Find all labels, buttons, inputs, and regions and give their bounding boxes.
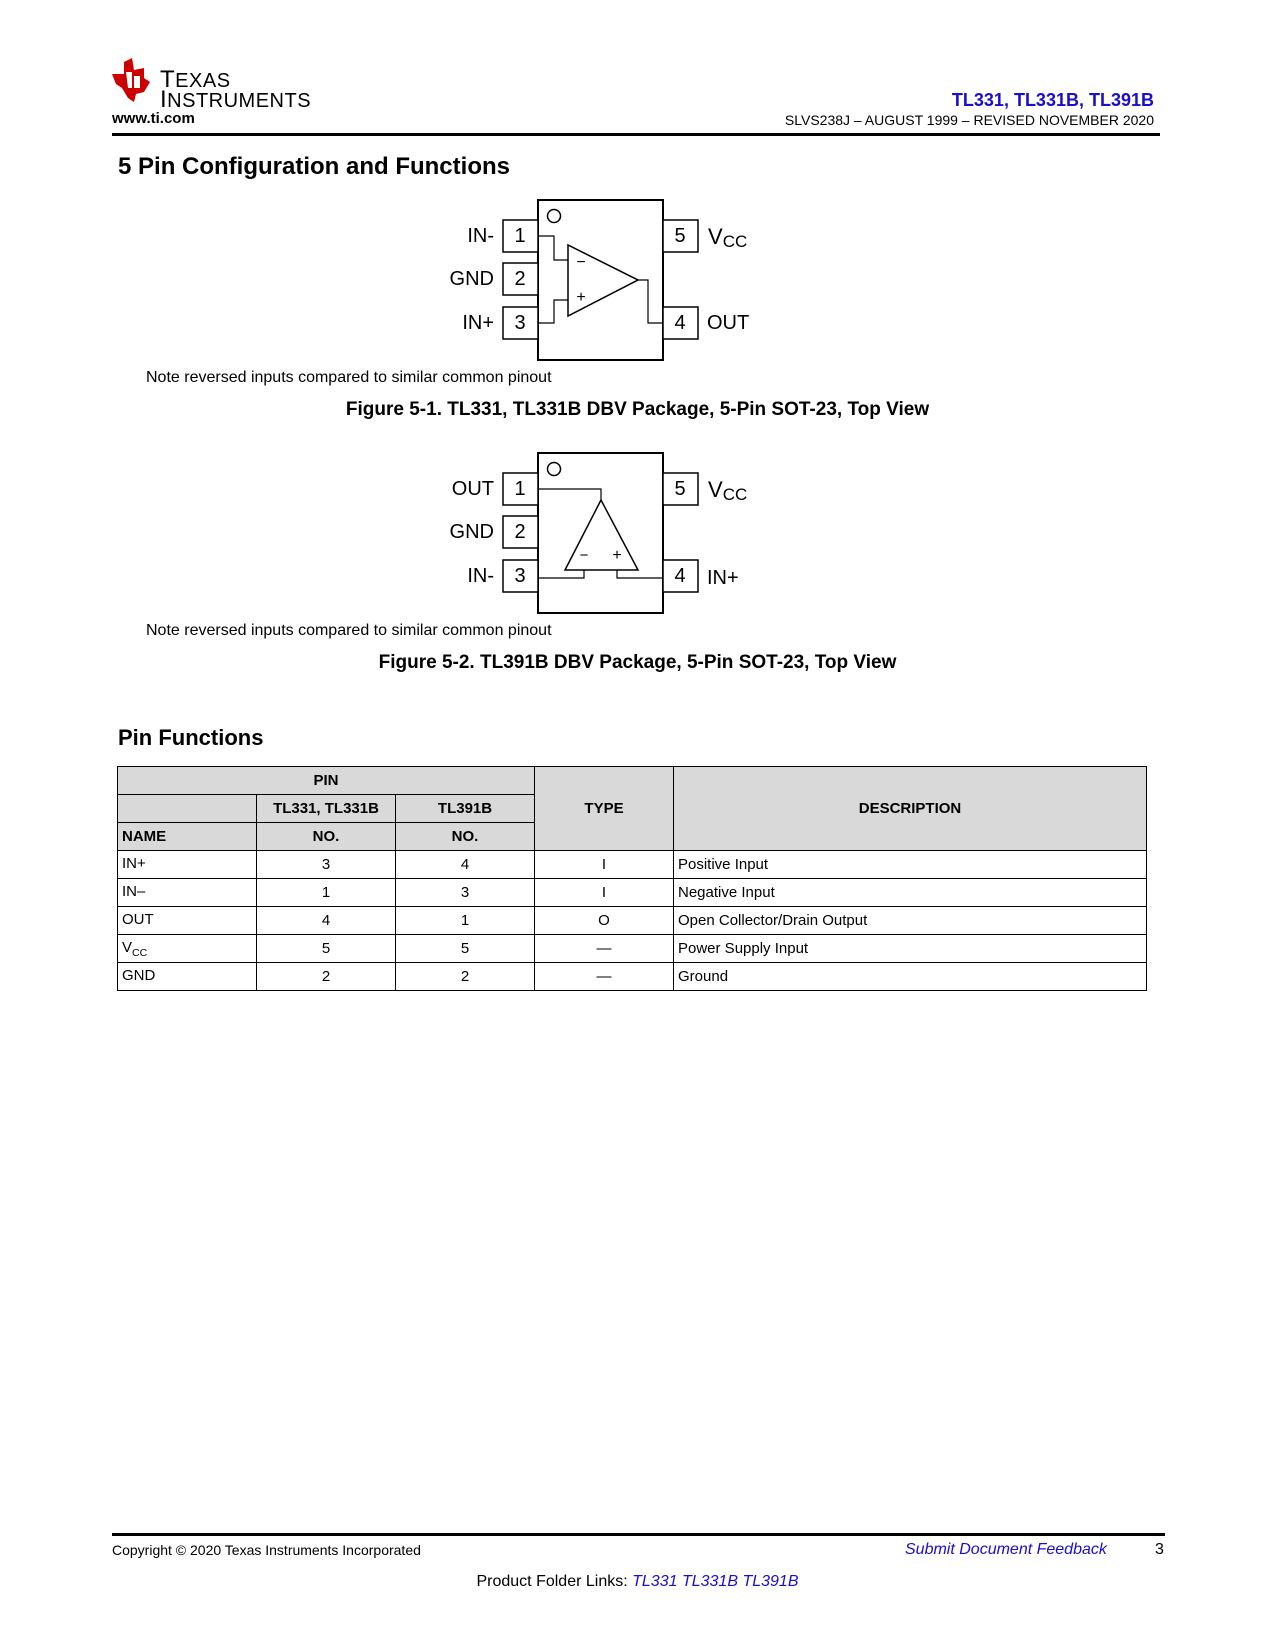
- cell-name: $V_{CC}$: [118, 935, 257, 963]
- ti-bug-icon: [110, 58, 156, 104]
- website-link[interactable]: www.ti.com: [112, 110, 195, 127]
- product-links-label: Product Folder Links:: [476, 1573, 628, 1590]
- cell-name: OUT: [118, 907, 257, 935]
- cell-description: Negative Input: [674, 879, 1147, 907]
- section-title: 5 Pin Configuration and Functions: [118, 153, 510, 180]
- submit-feedback-link[interactable]: Submit Document Feedback: [905, 1541, 1107, 1558]
- logo-text-instruments: INSTRUMENTS: [160, 86, 312, 113]
- table-row: [118, 963, 1147, 991]
- cell-tl391-no: 1: [396, 907, 535, 935]
- cell-description: Positive Input: [674, 851, 1147, 879]
- figure1-pinout-diagram: [440, 195, 820, 375]
- fig1-pin3-label: IN+: [462, 312, 494, 334]
- fig2-pin3-label: IN-: [467, 565, 494, 587]
- product-folder-links: [0, 1573, 1275, 1591]
- pin-functions-table: [117, 766, 1147, 991]
- cell-type: O: [535, 907, 674, 935]
- header-tl391: TL391B: [396, 795, 535, 823]
- header-pin: PIN: [118, 767, 535, 795]
- fig1-pin5-num: 5: [674, 225, 686, 247]
- fig2-pin2-num: 2: [514, 521, 526, 543]
- link-tl391b[interactable]: TL391B: [742, 1573, 799, 1590]
- header-divider: [112, 133, 1160, 136]
- fig2-pin1-label: OUT: [451, 478, 494, 500]
- cell-description: Open Collector/Drain Output: [674, 907, 1147, 935]
- fig1-pin3-num: 3: [514, 312, 526, 334]
- fig2-pin4-label: IN+: [707, 567, 739, 589]
- cell-tl391-no: 3: [396, 879, 535, 907]
- part-numbers-link[interactable]: TL331, TL331B, TL391B: [951, 90, 1154, 110]
- table-header-row: [118, 767, 1147, 795]
- cell-description: Power Supply Input: [674, 935, 1147, 963]
- cell-name: IN+: [118, 851, 257, 879]
- table-row: [118, 851, 1147, 879]
- fig1-pin4-num: 4: [674, 312, 686, 334]
- fig1-opamp-plus: +: [576, 289, 586, 306]
- cell-tl331-no: 5: [257, 935, 396, 963]
- cell-tl331-no: 3: [257, 851, 396, 879]
- fig1-opamp-minus: −: [576, 254, 586, 271]
- table-row: [118, 879, 1147, 907]
- figure2-pinout-diagram: [440, 448, 820, 628]
- figure1-note: Note reversed inputs compared to similar common pinout: [146, 369, 552, 386]
- cell-type: I: [535, 851, 674, 879]
- link-tl331[interactable]: TL331: [632, 1573, 678, 1590]
- header-no-tl391: NO.: [396, 823, 535, 851]
- table-row: [118, 935, 1147, 963]
- figure1-caption: Figure 5-1. TL331, TL331B DBV Package, 5-Pin SOT-23, Top View: [345, 399, 930, 420]
- fig1-pin2-num: 2: [514, 268, 526, 290]
- logo-text-texas: TEXAS: [160, 66, 231, 93]
- fig1-pin5-label: VCC: [708, 224, 748, 251]
- figure2-caption: Figure 5-2. TL391B DBV Package, 5-Pin SOT-23, Top View: [378, 652, 897, 673]
- page-number: 3: [1155, 1541, 1164, 1558]
- cell-tl331-no: 2: [257, 963, 396, 991]
- fig1-pin1-num: 1: [514, 225, 526, 247]
- fig2-pin4-num: 4: [674, 565, 686, 587]
- cell-type: —: [535, 963, 674, 991]
- cell-tl331-no: 4: [257, 907, 396, 935]
- fig2-pin2-label: GND: [449, 521, 494, 543]
- table-row: [118, 907, 1147, 935]
- pin-functions-title: Pin Functions: [118, 725, 264, 750]
- fig2-pin5-num: 5: [674, 478, 686, 500]
- fig2-pin1-num: 1: [514, 478, 526, 500]
- header-type: TYPE: [535, 767, 674, 851]
- cell-tl331-no: 1: [257, 879, 396, 907]
- header-description: DESCRIPTION: [674, 767, 1147, 851]
- fig2-opamp-plus: +: [612, 547, 622, 564]
- header-name: NAME: [118, 823, 257, 851]
- header-no-tl331: NO.: [257, 823, 396, 851]
- fig1-pin1-label: IN-: [467, 225, 494, 247]
- cell-description: Ground: [674, 963, 1147, 991]
- document-id: SLVS238J – AUGUST 1999 – REVISED NOVEMBER 2020: [784, 112, 1154, 128]
- footer-divider: [112, 1533, 1165, 1536]
- figure2-note: Note reversed inputs compared to similar common pinout: [146, 622, 552, 639]
- copyright-text: Copyright © 2020 Texas Instruments Incorporated: [112, 1542, 421, 1558]
- cell-type: I: [535, 879, 674, 907]
- cell-tl391-no: 4: [396, 851, 535, 879]
- link-tl331b[interactable]: TL331B: [681, 1573, 738, 1590]
- fig2-pin5-label: VCC: [708, 477, 748, 504]
- cell-name: IN–: [118, 879, 257, 907]
- cell-tl391-no: 2: [396, 963, 535, 991]
- cell-type: —: [535, 935, 674, 963]
- header-empty: [118, 795, 257, 823]
- ti-logo: [110, 58, 330, 113]
- fig2-pin3-num: 3: [514, 565, 526, 587]
- fig1-pin2-label: GND: [449, 268, 494, 290]
- fig2-opamp-minus: −: [579, 547, 589, 564]
- cell-name: GND: [118, 963, 257, 991]
- fig1-pin4-label: OUT: [707, 312, 750, 334]
- cell-tl391-no: 5: [396, 935, 535, 963]
- header-tl331: TL331, TL331B: [257, 795, 396, 823]
